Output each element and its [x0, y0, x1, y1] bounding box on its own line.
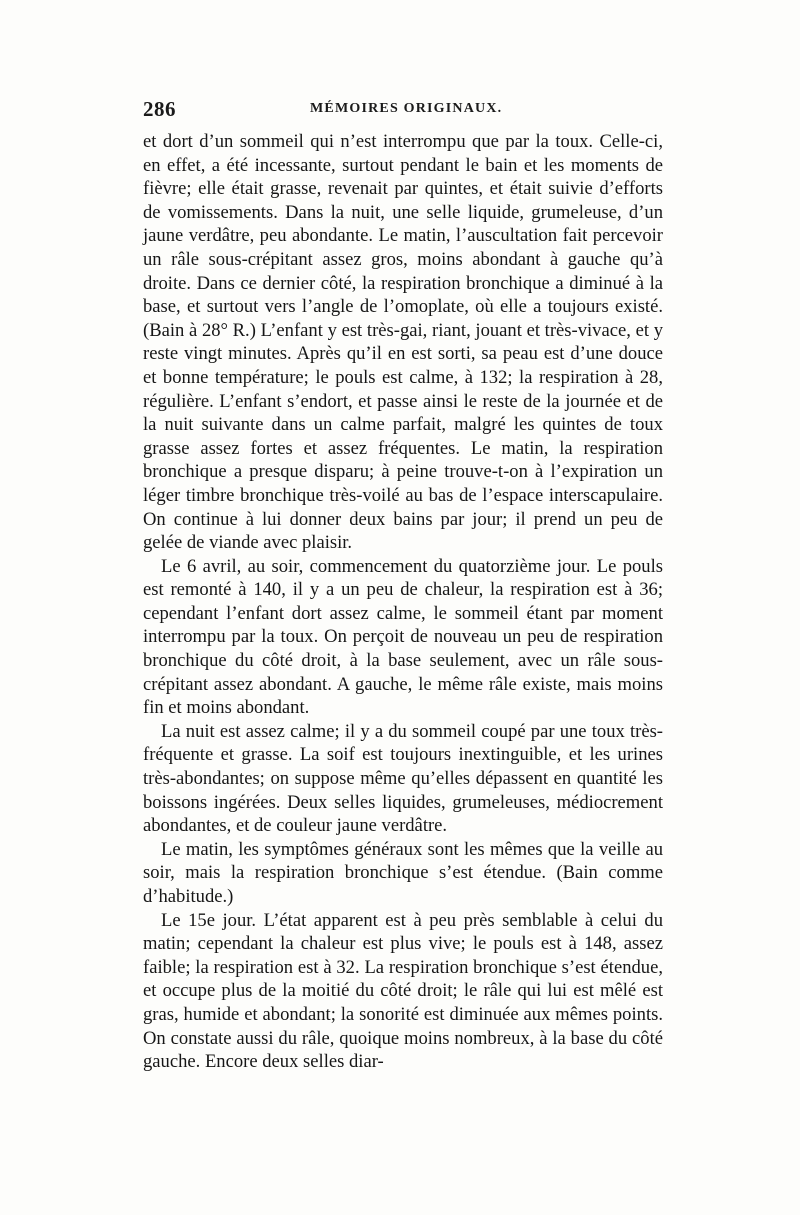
paragraph-continuation: et dort d’un sommeil qui n’est interrompu que par la toux. Celle-ci, en effet, a été incessante, surtout pendant le bain et les moments de fièvre; elle était grasse, revenait par quintes, et était suivie d’efforts de vomissements. Dans la nuit, une selle liquide, grumeleuse, d’un jaune verdâtre, peu abondante. Le matin, l’auscultation fait percevoir un râle sous-crépitant assez gros, moins abondant à gauche qu’à droite. Dans ce dernier côté, la respiration bronchique a diminué à la base, et surtout vers l’angle de l’omoplate, où elle a toujours existé. (Bain à 28° R.) L’enfant y est très-gai, riant, jouant et très-vivace, et y reste vingt minutes. Après qu’il en est sorti, sa peau est d’une douce et bonne température; le pouls est calme, à 132; la respiration à 28, régulière. L’enfant s’endort, et passe ainsi le reste de la journée et de la nuit suivante dans un calme parfait, malgré les quintes de toux grasse assez fortes et assez fréquentes. Le matin, la respiration bronchique a presque disparu; à peine trouve-t-on à l’expiration un léger timbre bronchique très-voilé au bas de l’espace interscapulaire. On continue à lui donner deux bains par jour; il prend un peu de gelée de viande avec plaisir.	[143, 131, 663, 554]
page-header	[143, 97, 663, 121]
paragraph-morning: Le matin, les symptômes généraux sont les mêmes que la veille au soir, mais la respiration bronchique s’est étendue. (Bain comme d’habitude.)	[143, 838, 663, 907]
paragraph-day-15: Le 15e jour. L’état apparent est à peu près semblable à celui du matin; cependant la chaleur est plus vive; le pouls est à 148, assez faible; la respiration est à 32. La respiration bronchique s’est étendue, et occupe plus de la moitié du côté droit; le râle qui lui est mêlé est gras, humide et abondant; la sonorité est diminuée aux mêmes points. On constate aussi du râle, quoique moins nombreux, à la base du côté gauche. Encore deux selles diar-	[143, 909, 663, 1073]
paragraph-april-6: Le 6 avril, au soir, commencement du quatorzième jour. Le pouls est remonté à 140, il y a un peu de chaleur, la respiration est à 36; cependant l’enfant dort assez calme, le sommeil étant par moment interrompu par la toux. On perçoit de nouveau un peu de respiration bronchique du côté droit, à la base seulement, avec un râle sous-crépitant assez abondant. A gauche, le même râle existe, mais moins fin et moins abondant.	[143, 555, 663, 719]
page-number: 286	[143, 97, 176, 121]
running-title: MÉMOIRES ORIGINAUX.	[310, 101, 503, 116]
paragraph-night: La nuit est assez calme; il y a du sommeil coupé par une toux très-fréquente et grasse. La soif est toujours inextinguible, et les urines très-abondantes; on suppose même qu’elles dépassent en quantité les boissons ingérées. Deux selles liquides, grumeleuses, médiocrement abondantes, et de couleur jaune verdâtre.	[143, 720, 663, 837]
body-text	[143, 130, 663, 1074]
